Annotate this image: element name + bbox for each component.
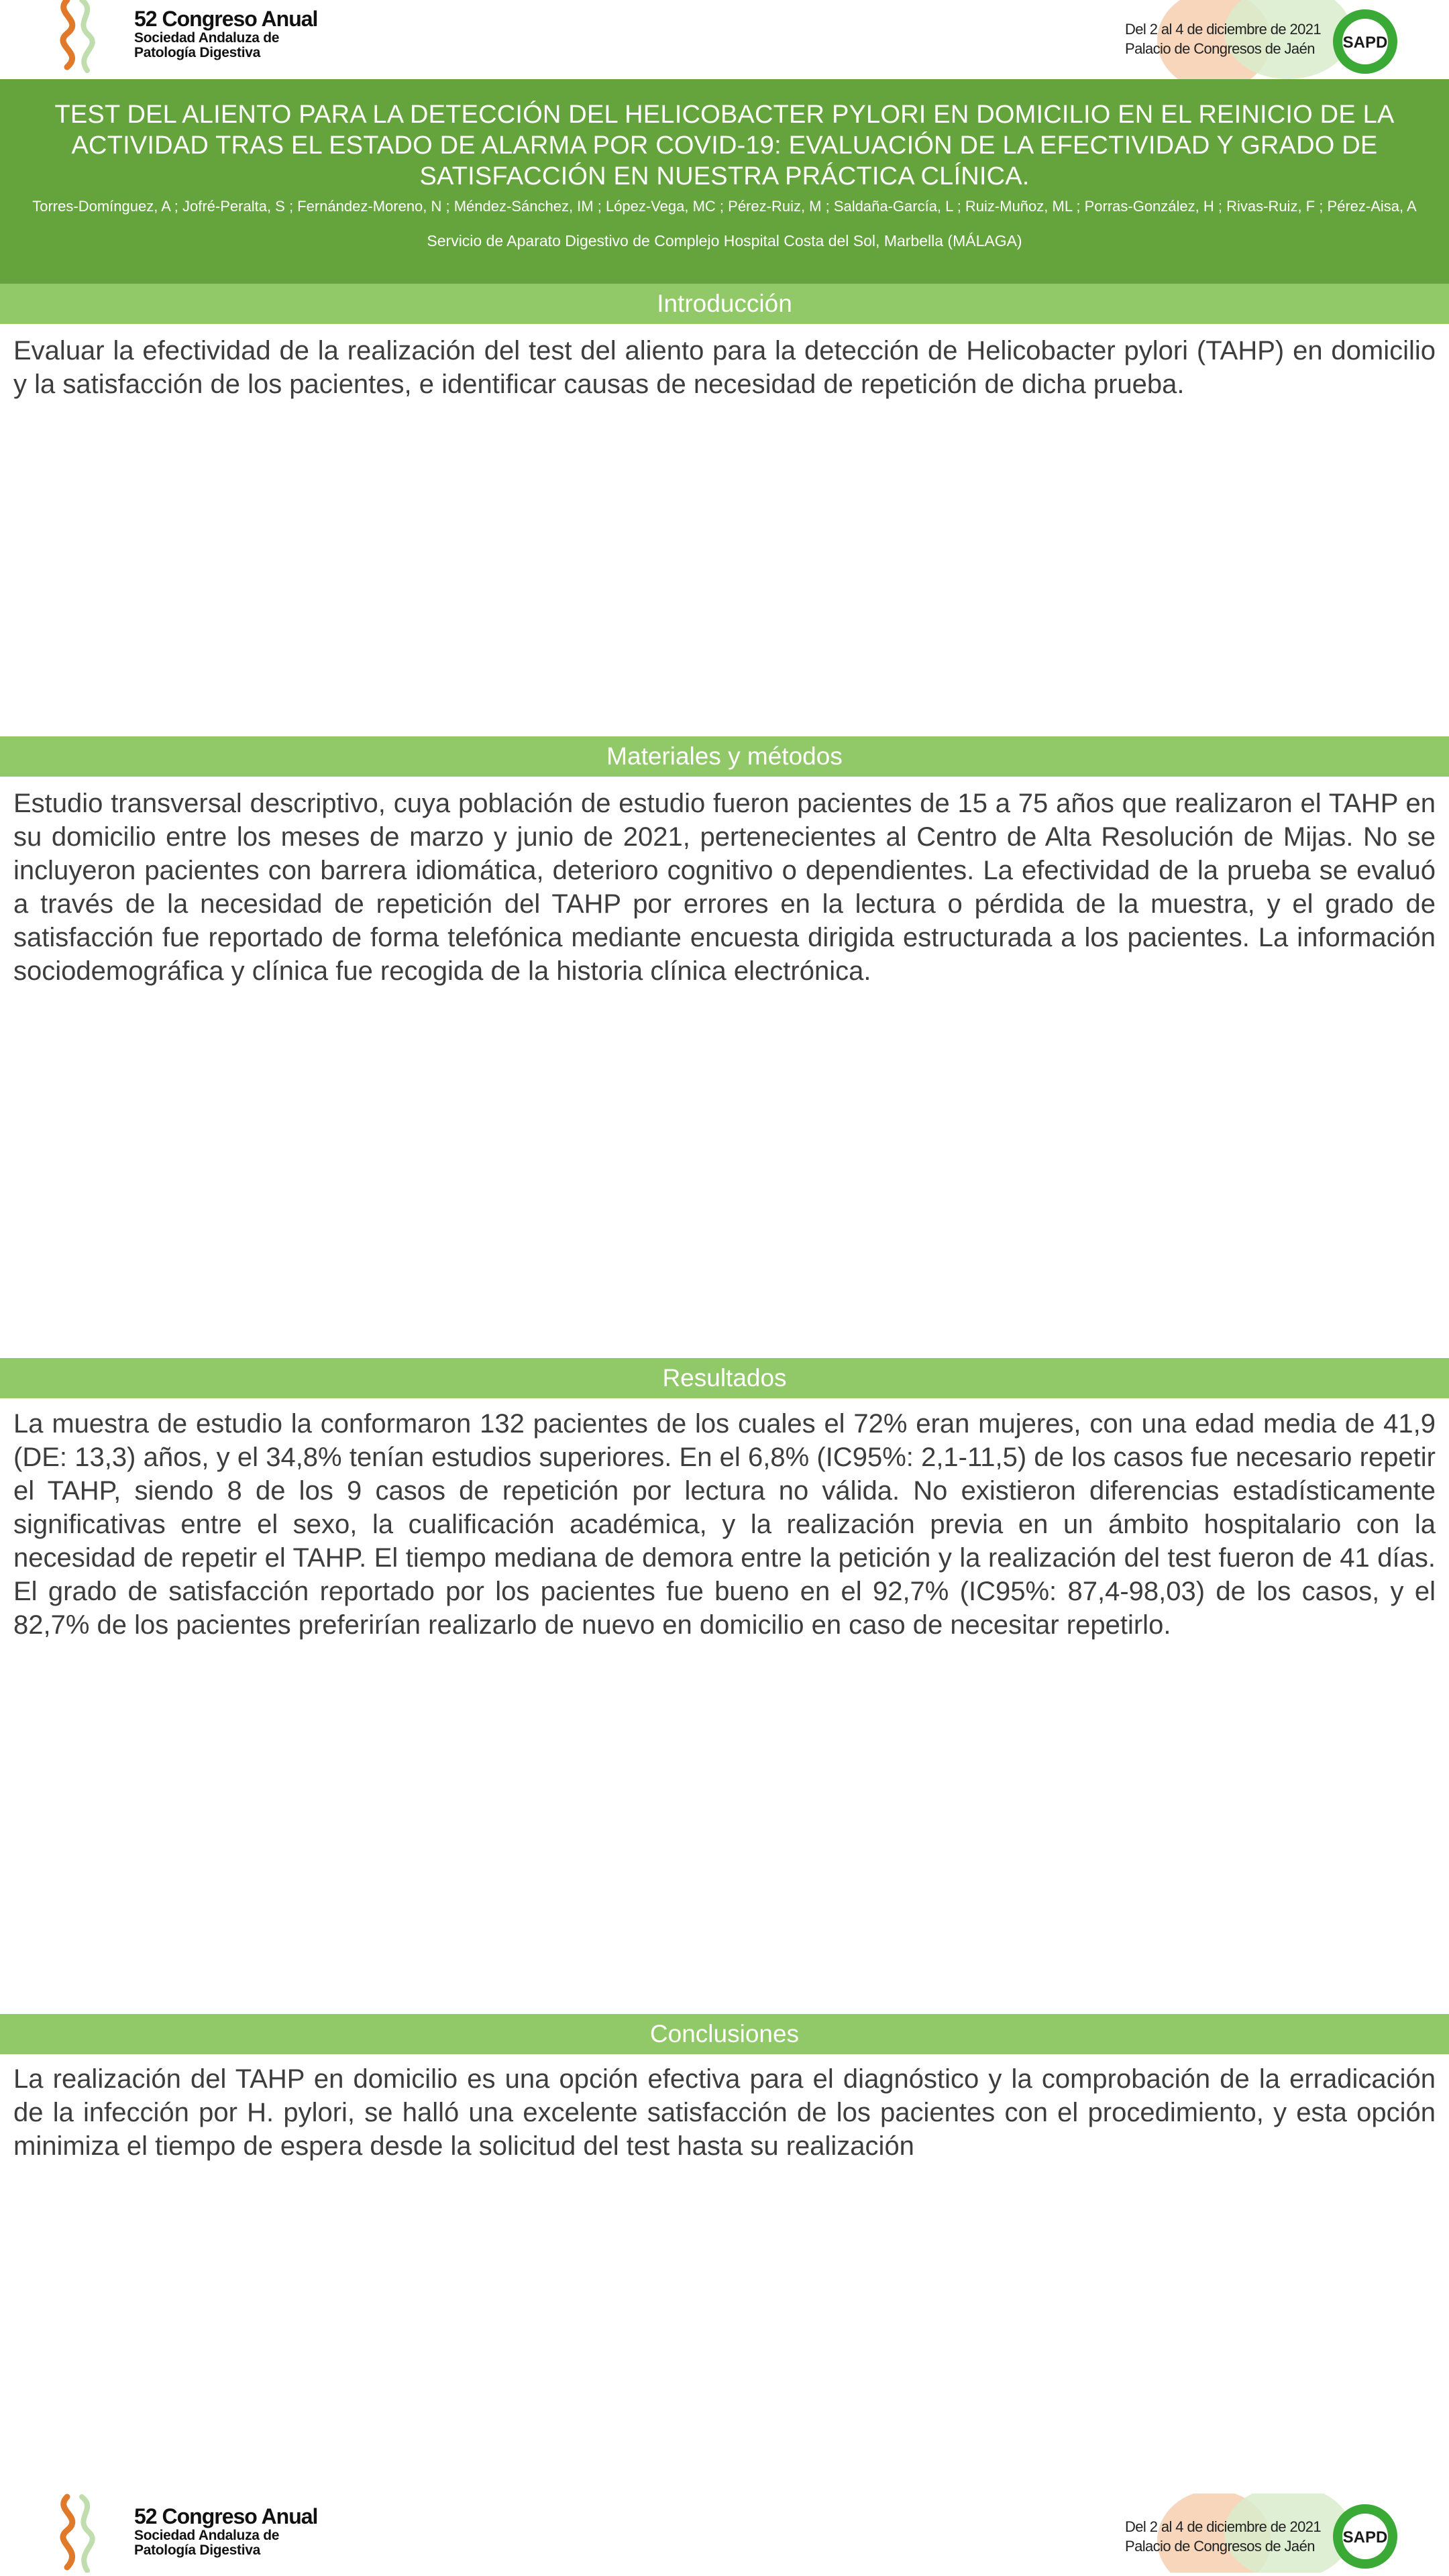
section-text-conclusiones: La realización del TAHP en domicilio es una opción efectiva para el diagnóstico y la comprobación de la erradicación de la infección por H. pylori, se halló una excelente satisfacción de los pacientes con el procedimiento, y esta opción minimiza el tiempo de espera desde la solicitud del test hasta su realización [13, 2064, 1436, 2161]
society-name-line1: Sociedad Andaluza de [134, 2527, 280, 2543]
congress-title: 52 Congreso Anual [134, 2504, 318, 2528]
sapd-badge-icon [1332, 2503, 1399, 2570]
event-dates: Del 2 al 4 de diciembre de 2021 [1125, 21, 1322, 38]
section-heading-conclusiones: Conclusiones [0, 2014, 1449, 2054]
badge-label: SAPD [1342, 34, 1388, 52]
section-heading-resultados: Resultados [0, 1358, 1449, 1398]
event-dates: Del 2 al 4 de diciembre de 2021 [1125, 2518, 1322, 2535]
affiliation: Servicio de Aparato Digestivo de Complejo Hospital Costa del Sol, Marbella (MÁLAGA) [427, 232, 1022, 249]
poster-header [0, 79, 1449, 284]
society-name-line2: Patología Digestiva [134, 44, 261, 60]
congress-logo-icon [47, 0, 107, 79]
poster-title: TEST DEL ALIENTO PARA LA DETECCIÓN DEL HELICOBACTER PYLORI EN DOMICILIO EN EL REINICIO DE LA ACTIVIDAD TRAS EL ESTADO DE ALARMA POR COVID-19: EVALUACIÓN DE LA EFECTIVIDAD Y GRADO DE SATISFACCIÓN EN NUESTRA PRÁCTICA CLÍNICA. [54, 101, 1395, 190]
congress-logo-icon [47, 2494, 107, 2573]
congress-logo-text [134, 8, 317, 60]
section-text-resultados: La muestra de estudio la conformaron 132 pacientes de los cuales el 72% eran mujeres, con una edad media de 41,9 (DE: 13,3) años, y el 34,8% tenían estudios superiores. En el 6,8% (IC95%: 2,1-11,5) de los casos fue necesario repetir el TAHP, siendo 8 de los 9 casos de repetición por lectura no válida. No existieron diferencias estadísticamente significativas entre el sexo, la cualificación académica, y la realización previa en un ámbito hospitalario con la necesidad de repetir el TAHP. El tiempo mediana de demora entre la petición y la realización del test fueron de 41 días. El grado de satisfacción reportado por los pacientes fue bueno en el 92,7% (IC95%: 87,4-98,03) de los casos, y el 82,7% de los pacientes preferirían realizarlo de nuevo en domicilio en caso de necesitar repetirlo. [13, 1409, 1436, 1640]
bottom-banner [0, 2494, 1449, 2576]
section-text-introduccion: Evaluar la efectividad de la realización del test del aliento para la detección de Helicobacter pylori (TAHP) en domicilio y la satisfacción de los pacientes, e identificar causas de necesidad de repetición de dicha prueba. [13, 336, 1436, 399]
author-list: Torres-Domínguez, A ; Jofré-Peralta, S ; Fernández-Moreno, N ; Méndez-Sánchez, IM ; López-Vega, MC ; Pérez-Ruiz, M ; Saldaña-García, L ; Ruiz-Muñoz, ML ; Porras-González, H ; Rivas-Ruiz, F ; Pérez-Aisa, A [32, 198, 1417, 215]
section-text-materiales: Estudio transversal descriptivo, cuya población de estudio fueron pacientes de 15 a 75 años que realizaron el TAHP en su domicilio entre los meses de marzo y junio de 2021, pertenecientes al Centro de Alta Resolución de Mijas. No se incluyeron pacientes con barrera idiomática, deterioro cognitivo o dependientes. La efectividad de la prueba se evaluó a través de la necesidad de repetición del TAHP por errores en la lectura o pérdida de la muestra, y el grado de satisfacción fue reportado de forma telefónica mediante encuesta dirigida estructurada a los pacientes. La información sociodemográfica y clínica fue recogida de la historia clínica electrónica. [13, 789, 1436, 986]
congress-logo-text [134, 2506, 317, 2558]
sapd-badge-icon [1332, 8, 1399, 75]
badge-label: SAPD [1342, 2528, 1388, 2546]
event-info [1125, 2518, 1321, 2556]
top-banner [0, 0, 1449, 79]
section-heading-introduccion: Introducción [0, 284, 1449, 324]
event-info [1125, 20, 1321, 58]
society-name-line2: Patología Digestiva [134, 2542, 261, 2558]
congress-title: 52 Congreso Anual [134, 7, 318, 31]
event-venue: Palacio de Congresos de Jaén [1125, 40, 1315, 57]
section-heading-materiales: Materiales y métodos [0, 736, 1449, 777]
event-venue: Palacio de Congresos de Jaén [1125, 2537, 1315, 2555]
society-name-line1: Sociedad Andaluza de [134, 30, 280, 46]
